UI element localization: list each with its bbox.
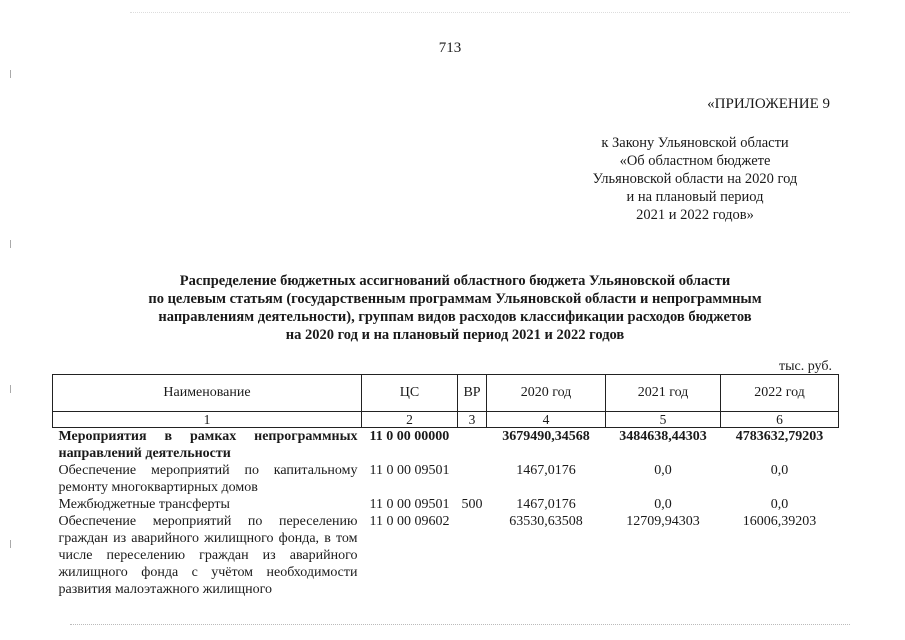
row-vr: 500: [461, 497, 483, 512]
row-2022: 0,0: [770, 463, 789, 478]
appendix-label: «ПРИЛОЖЕНИЕ 9: [707, 96, 830, 112]
units-label: тыс. руб.: [779, 359, 832, 374]
law-line: и на плановый период: [626, 189, 764, 205]
header-2021: 2021 год: [606, 375, 721, 412]
row-2021: 0,0: [654, 463, 672, 478]
row-cs: 11 0 00 09602: [369, 514, 450, 529]
table-row: [53, 496, 839, 513]
law-line: «Об областном бюджете: [619, 153, 771, 169]
table-row: [53, 428, 839, 463]
header-row: [53, 375, 839, 412]
row-2022: 4783632,79203: [735, 429, 824, 444]
page-number: 713: [438, 40, 462, 56]
column-number: 6: [721, 412, 839, 428]
row-cs: 11 0 00 09501: [369, 497, 450, 512]
row-vr: [458, 513, 487, 598]
row-name: Обеспечение мероприятий по переселению граждан из аварийного жилищного фонда, в том числе переселению граждан из аварийного жилищного фонда с учётом необходимости развития малоэтажного жилищного: [58, 514, 358, 597]
budget-table: [52, 374, 839, 598]
row-cs: 11 0 00 09501: [369, 463, 450, 478]
title-line: по целевым статьям (государственным программам Ульяновской области и непрограммным: [148, 291, 762, 307]
row-vr: [458, 428, 487, 463]
row-2020: 1467,0176: [516, 463, 576, 478]
row-2022: 16006,39203: [742, 514, 817, 529]
header-2020: 2020 год: [487, 375, 606, 412]
scan-edge-top: [130, 12, 850, 13]
header-cs: ЦС: [362, 375, 458, 412]
row-vr: [458, 462, 487, 496]
row-name: Обеспечение мероприятий по капитальному ремонту многоквартирных домов: [58, 463, 358, 495]
row-2020: 63530,63508: [509, 514, 583, 529]
header-vr: ВР: [458, 375, 487, 412]
row-2021: 0,0: [654, 497, 672, 512]
law-line: к Закону Ульяновской области: [601, 135, 789, 151]
column-number: 4: [487, 412, 606, 428]
document-title: [90, 272, 820, 344]
row-name: Межбюджетные трансферты: [58, 497, 230, 512]
row-2021: 12709,94303: [626, 514, 700, 529]
scan-mark: [10, 385, 11, 393]
row-2020: 1467,0176: [516, 497, 576, 512]
scan-mark: [10, 240, 11, 248]
column-number: 1: [53, 412, 362, 428]
law-line: 2021 и 2022 годов»: [636, 207, 754, 223]
row-cs: 11 0 00 00000: [369, 429, 450, 444]
title-line: направлениям деятельности), группам видов расходов классификации расходов бюджетов: [158, 309, 752, 325]
header-name: Наименование: [53, 375, 362, 412]
scan-mark: [10, 70, 11, 78]
header-2022: 2022 год: [721, 375, 839, 412]
law-reference: [560, 134, 830, 224]
column-number: 5: [606, 412, 721, 428]
row-2021: 3484638,44303: [619, 429, 707, 444]
law-line: Ульяновской области на 2020 год: [592, 171, 798, 187]
row-2022: 0,0: [770, 497, 789, 512]
scan-edge-bottom: [70, 624, 850, 625]
column-number: 3: [458, 412, 487, 428]
row-name: Мероприятия в рамках непрограммных направлений деятельности: [58, 429, 358, 461]
table-row: [53, 462, 839, 496]
table-row: [53, 513, 839, 598]
row-2020: 3679490,34568: [502, 429, 590, 444]
scan-mark: [10, 540, 11, 548]
title-line: на 2020 год и на плановый период 2021 и 2022 годов: [285, 327, 625, 343]
title-line: Распределение бюджетных ассигнований областного бюджета Ульяновской области: [179, 273, 731, 289]
column-number: 2: [362, 412, 458, 428]
column-number-row: [53, 412, 839, 428]
